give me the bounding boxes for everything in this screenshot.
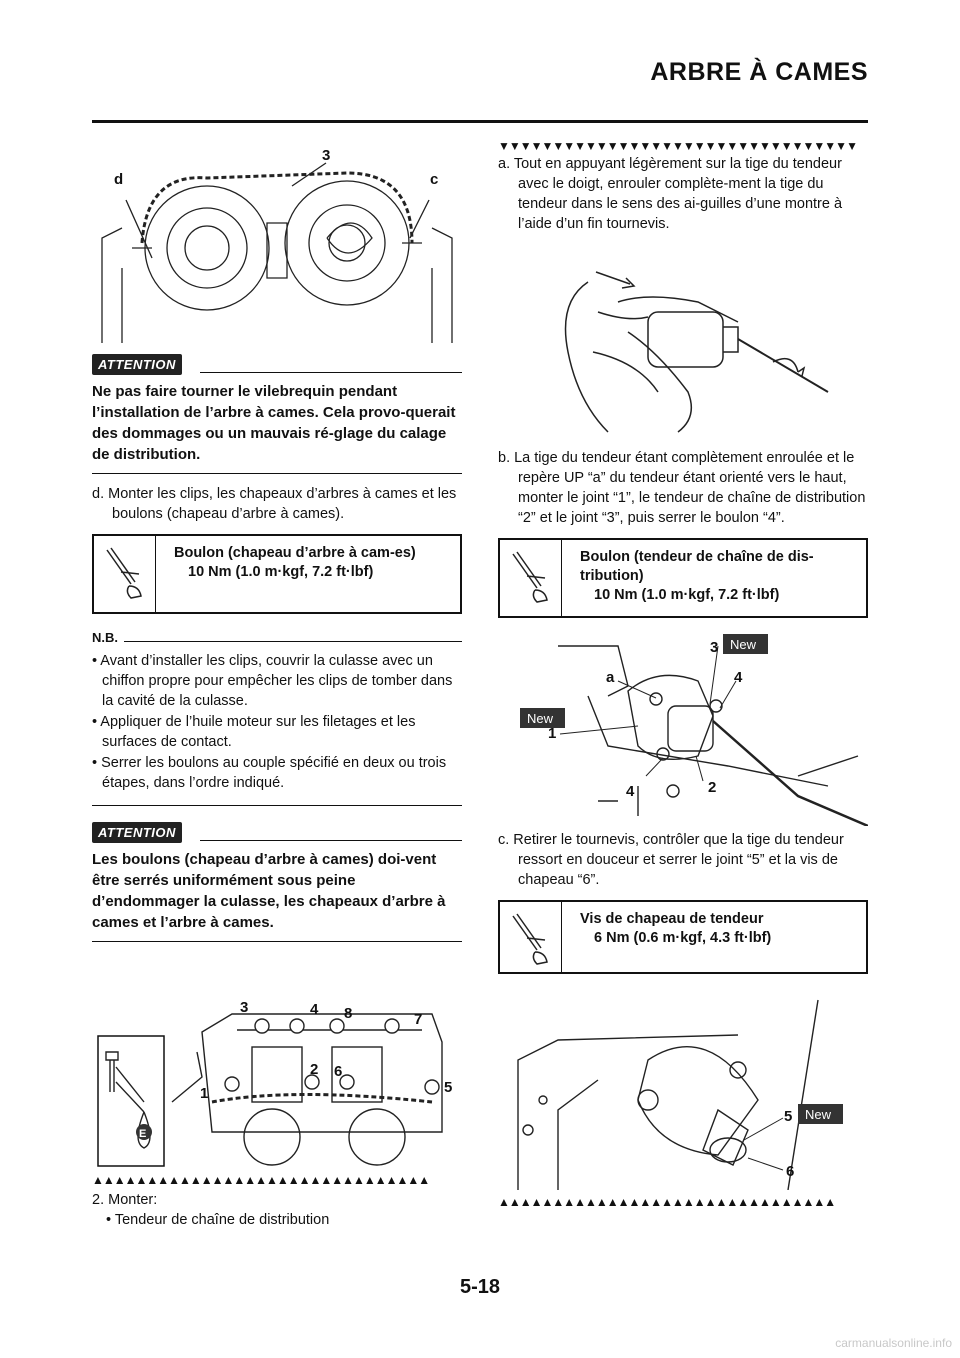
figure-label-6: 6 bbox=[786, 1163, 795, 1180]
header-rule bbox=[92, 120, 868, 123]
figure-label-d: d bbox=[114, 171, 124, 188]
figure-label-a: a bbox=[606, 669, 615, 686]
oil-label: E bbox=[139, 1128, 147, 1140]
figure-label-c: c bbox=[430, 171, 439, 188]
bolt-label-4: 4 bbox=[310, 1001, 319, 1018]
step-b: b. La tige du tendeur étant complètement enroulée et le repère UP “a” du tendeur étant orienté vers le haut, monter le joint “1”, le tendeur de chaîne de distribution “2” et le joint “3”, puis serrer le boulon “4”. bbox=[498, 450, 866, 526]
figure-label-3: 3 bbox=[322, 147, 331, 164]
section-end-marker: ▲▲▲▲▲▲▲▲▲▲▲▲▲▲▲▲▲▲▲▲▲▲▲▲▲▲▲▲▲▲▲ bbox=[498, 1196, 836, 1208]
torque-spec-value: 10 Nm (1.0 m·kgf, 7.2 ft·lbf) bbox=[594, 587, 780, 603]
nb-item: • Serrer les boulons au couple spécifié en deux ou trois étapes, dans l’ordre indiqué. bbox=[92, 755, 447, 791]
new-badge-label: New bbox=[527, 711, 554, 726]
step-a: a. Tout en appuyant légèrement sur la tige du tendeur avec le doigt, enrouler complète-ment la tige du tendeur dans le sens des ai-guilles d’une montre à l’aide d’un fin tournevis. bbox=[498, 156, 843, 232]
camshaft-cap-bolts-figure bbox=[92, 952, 462, 1170]
caution-header bbox=[92, 822, 462, 843]
torque-spec-value: 10 Nm (1.0 m·kgf, 7.2 ft·lbf) bbox=[188, 564, 374, 580]
new-badge-label: New bbox=[730, 637, 757, 652]
figure-label-4: 4 bbox=[626, 783, 635, 800]
torque-spec-box bbox=[498, 900, 868, 974]
nb-list bbox=[92, 651, 462, 793]
section-start-marker: ▼▼▼▼▼▼▼▼▼▼▼▼▼▼▼▼▼▼▼▼▼▼▼▼▼▼▼▼▼▼▼▼▼ bbox=[498, 140, 857, 152]
torque-spec-title: Boulon (chapeau d’arbre à cam-es) bbox=[174, 545, 416, 561]
right-column bbox=[498, 128, 868, 1208]
caution-rule bbox=[200, 372, 462, 373]
bolt-label-8: 8 bbox=[344, 1005, 353, 1022]
bolt-label-2: 2 bbox=[310, 1061, 319, 1078]
figure-label-1: 1 bbox=[548, 725, 557, 742]
nb-item: • Avant d’installer les clips, couvrir la culasse avec un chiffon propre pour empêcher les clips de tomber dans la cavité de la culasse. bbox=[92, 653, 453, 709]
torque-spec-box bbox=[92, 534, 462, 614]
tensioner-install-figure bbox=[498, 626, 868, 826]
bolt-label-1: 1 bbox=[200, 1085, 209, 1102]
torque-spec-title: Vis de chapeau de tendeur bbox=[580, 911, 764, 927]
caution-header bbox=[92, 354, 462, 375]
figure-label-2: 2 bbox=[708, 779, 717, 796]
nb-label: N.B. bbox=[92, 630, 118, 645]
page-title: ARBRE À CAMES bbox=[650, 58, 868, 86]
caution-rule bbox=[200, 840, 462, 841]
torque-spec-text bbox=[562, 540, 866, 616]
torque-spec-title: Boulon (tendeur de chaîne de dis-tribution) bbox=[580, 549, 814, 584]
torque-spec-box bbox=[498, 538, 868, 618]
camshaft-chain-figure bbox=[92, 128, 462, 346]
nb-rule bbox=[124, 641, 462, 642]
watermark: carmanualsonline.info bbox=[835, 1336, 952, 1350]
left-column bbox=[92, 128, 462, 1230]
figure-label-5: 5 bbox=[784, 1108, 793, 1125]
attention-badge: ATTENTION bbox=[92, 822, 182, 843]
torque-wrench-icon bbox=[94, 536, 156, 612]
bolt-label-3: 3 bbox=[240, 999, 249, 1016]
section-end-marker: ▲▲▲▲▲▲▲▲▲▲▲▲▲▲▲▲▲▲▲▲▲▲▲▲▲▲▲▲▲▲▲ bbox=[92, 1174, 430, 1186]
caution-text: Ne pas faire tourner le vilebrequin pendant l’installation de l’arbre à cames. Cela provo-querait des dommages ou un mauvais ré-glage du calage de distribution. bbox=[92, 381, 462, 474]
torque-spec-value: 6 Nm (0.6 m·kgf, 4.3 ft·lbf) bbox=[594, 930, 772, 946]
tensioner-cap-figure bbox=[498, 980, 868, 1190]
bolt-label-6: 6 bbox=[334, 1063, 343, 1080]
attention-badge: ATTENTION bbox=[92, 354, 182, 375]
torque-spec-text bbox=[562, 902, 866, 972]
torque-wrench-icon bbox=[500, 540, 562, 616]
bolt-label-7: 7 bbox=[414, 1011, 423, 1028]
nb-end-rule bbox=[92, 805, 462, 806]
figure-label-4: 4 bbox=[734, 669, 743, 686]
page-number: 5-18 bbox=[459, 1276, 501, 1298]
nb-item: • Appliquer de l’huile moteur sur les filetages et les surfaces de contact. bbox=[92, 714, 416, 750]
step-2-item: • Tendeur de chaîne de distribution bbox=[106, 1212, 330, 1228]
step-d: d. Monter les clips, les chapeaux d’arbres à cames et les boulons (chapeau d’arbre à cames). bbox=[92, 486, 457, 522]
figure-label-3: 3 bbox=[710, 639, 719, 656]
torque-wrench-icon bbox=[500, 902, 562, 972]
step-c: c. Retirer le tournevis, contrôler que la tige du tendeur ressort en douceur et serrer le joint “5” et la vis de chapeau “6”. bbox=[498, 832, 844, 888]
tensioner-screwdriver-figure bbox=[498, 242, 868, 442]
new-badge-label: New bbox=[805, 1107, 832, 1122]
step-2: 2. Monter: bbox=[92, 1192, 158, 1208]
torque-spec-text bbox=[156, 536, 460, 612]
nb-header bbox=[92, 630, 462, 645]
caution-text: Les boulons (chapeau d’arbre à cames) doi-vent être serrés uniformément sous peine d’endommager la culasse, les chapeaux d’arbre à cames et l’arbre à cames. bbox=[92, 849, 462, 942]
bolt-label-5: 5 bbox=[444, 1079, 453, 1096]
